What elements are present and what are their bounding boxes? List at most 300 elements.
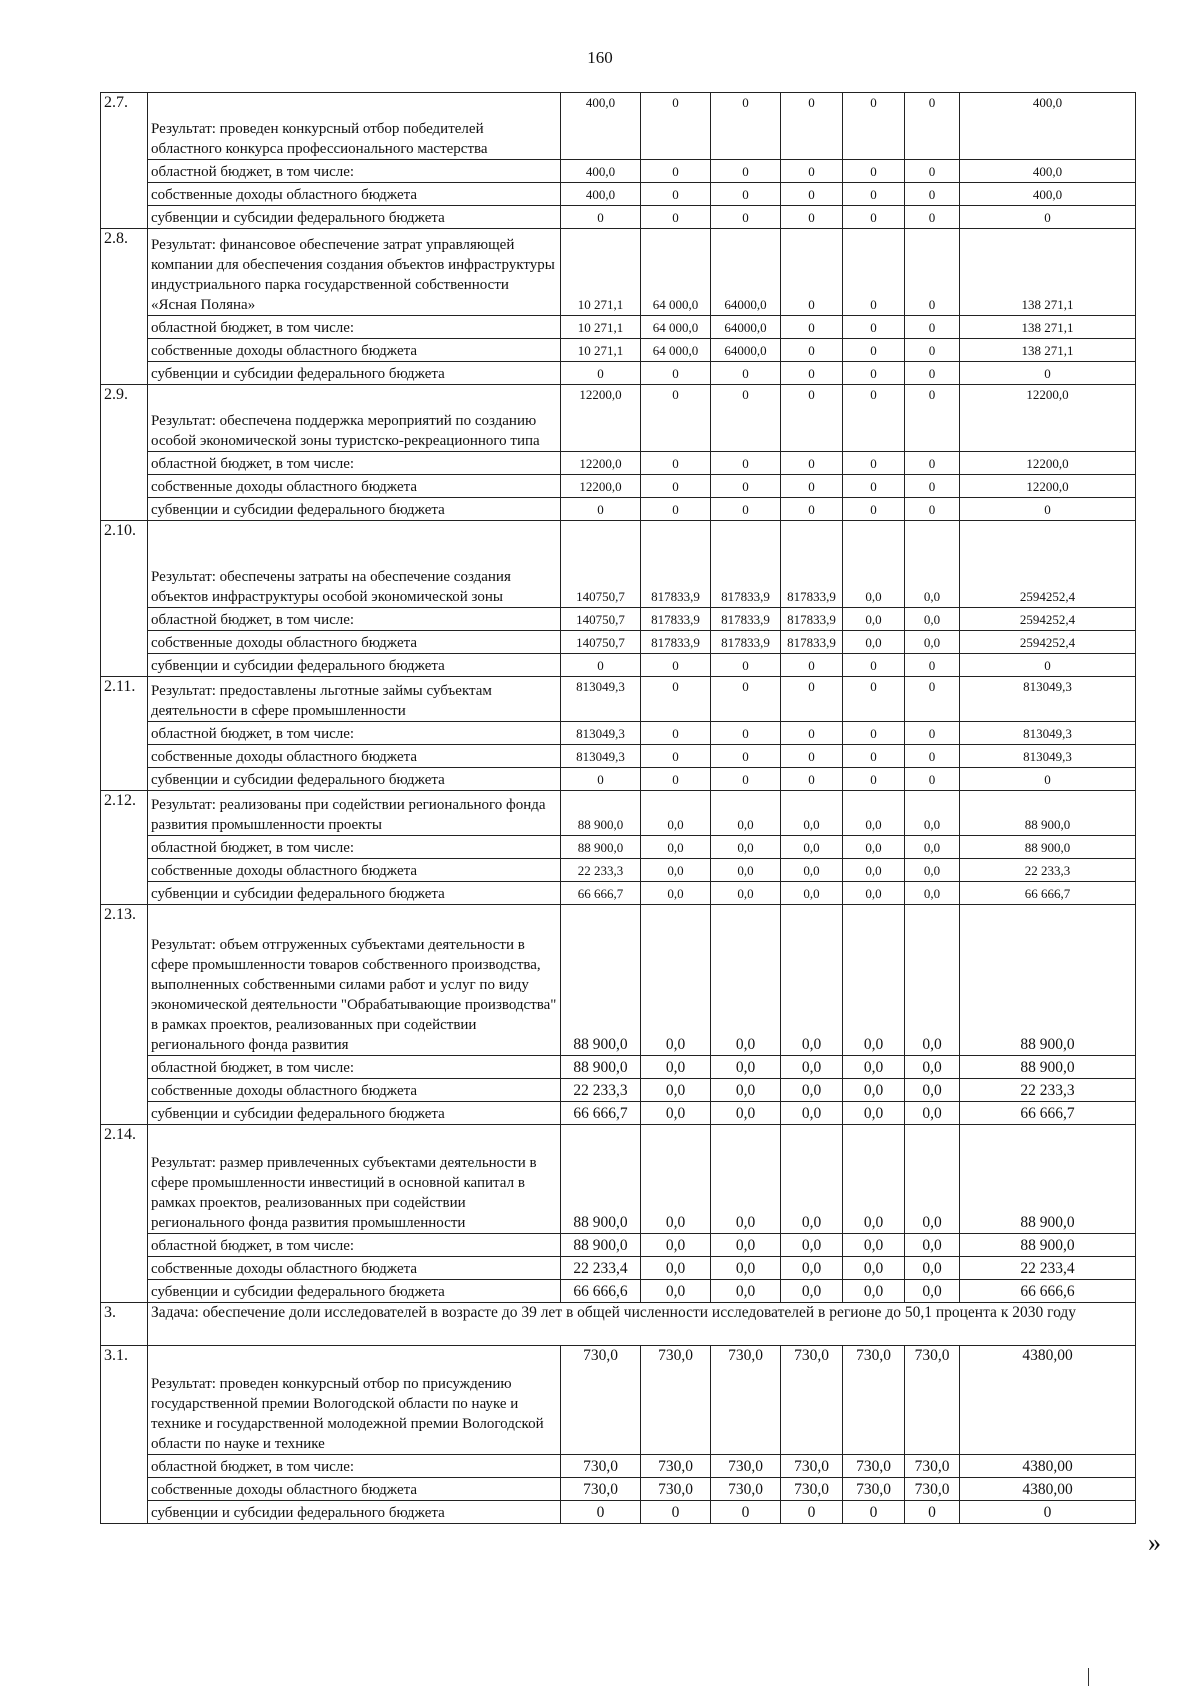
value-cell: 0 <box>641 498 711 521</box>
value-cell: 12200,0 <box>561 385 641 452</box>
budget-line-row <box>101 1257 1136 1280</box>
total-cell: 66 666,6 <box>960 1280 1136 1303</box>
value-cell: 140750,7 <box>561 608 641 631</box>
value-cell: 0 <box>905 1501 960 1524</box>
value-cell: 0,0 <box>905 882 960 905</box>
value-cell: 0 <box>781 206 843 229</box>
value-cell: 0 <box>641 93 711 160</box>
result-row <box>101 521 1136 608</box>
value-cell: 730,0 <box>561 1478 641 1501</box>
value-cell: 817833,9 <box>781 608 843 631</box>
value-cell: 0,0 <box>641 1280 711 1303</box>
value-cell: 10 271,1 <box>561 339 641 362</box>
value-cell: 730,0 <box>781 1346 843 1455</box>
total-cell: 4380,00 <box>960 1478 1136 1501</box>
value-cell: 0 <box>843 339 905 362</box>
total-cell: 12200,0 <box>960 475 1136 498</box>
value-cell: 0,0 <box>905 905 960 1056</box>
budget-line-row <box>101 722 1136 745</box>
budget-line-row <box>101 452 1136 475</box>
value-cell: 0 <box>905 498 960 521</box>
budget-line-row <box>101 608 1136 631</box>
value-cell: 730,0 <box>711 1478 781 1501</box>
value-cell: 0 <box>843 206 905 229</box>
budget-line-row <box>101 859 1136 882</box>
value-cell: 0,0 <box>843 1257 905 1280</box>
value-cell: 0,0 <box>905 1102 960 1125</box>
value-cell: 0 <box>711 362 781 385</box>
value-cell: 0,0 <box>843 1056 905 1079</box>
result-description: Результат: проведен конкурсный отбор по присуждению государственной премии Вологодской области по науке и технике и государственной молодежной премии Вологодской области по науке и технике <box>148 1346 561 1455</box>
result-row <box>101 905 1136 1056</box>
value-cell: 0,0 <box>711 905 781 1056</box>
value-cell: 64000,0 <box>711 316 781 339</box>
row-number: 2.12. <box>101 791 148 905</box>
value-cell: 0,0 <box>641 859 711 882</box>
budget-line-row <box>101 1501 1136 1524</box>
total-cell: 2594252,4 <box>960 608 1136 631</box>
value-cell: 813049,3 <box>561 722 641 745</box>
value-cell: 0 <box>905 206 960 229</box>
value-cell: 66 666,7 <box>561 1102 641 1125</box>
value-cell: 730,0 <box>781 1455 843 1478</box>
value-cell: 730,0 <box>641 1455 711 1478</box>
value-cell: 0 <box>905 452 960 475</box>
value-cell: 0 <box>781 160 843 183</box>
budget-line-row <box>101 475 1136 498</box>
value-cell: 0 <box>641 1501 711 1524</box>
value-cell: 0,0 <box>905 631 960 654</box>
total-cell: 88 900,0 <box>960 905 1136 1056</box>
value-cell: 0,0 <box>905 1280 960 1303</box>
total-cell: 66 666,7 <box>960 1102 1136 1125</box>
value-cell: 817833,9 <box>641 521 711 608</box>
budget-line-row <box>101 206 1136 229</box>
value-cell: 22 233,4 <box>561 1257 641 1280</box>
budget-line-row <box>101 1234 1136 1257</box>
value-cell: 88 900,0 <box>561 791 641 836</box>
value-cell: 730,0 <box>711 1346 781 1455</box>
value-cell: 0,0 <box>781 1234 843 1257</box>
value-cell: 88 900,0 <box>561 1125 641 1234</box>
value-cell: 0,0 <box>641 1056 711 1079</box>
value-cell: 0 <box>781 1501 843 1524</box>
value-cell: 64000,0 <box>711 229 781 316</box>
value-cell: 0,0 <box>781 882 843 905</box>
value-cell: 66 666,7 <box>561 882 641 905</box>
value-cell: 0,0 <box>905 859 960 882</box>
value-cell: 88 900,0 <box>561 1056 641 1079</box>
value-cell: 400,0 <box>561 183 641 206</box>
total-cell: 400,0 <box>960 183 1136 206</box>
value-cell: 0,0 <box>641 1125 711 1234</box>
budget-line-label: собственные доходы областного бюджета <box>148 475 561 498</box>
value-cell: 0 <box>843 475 905 498</box>
value-cell: 0,0 <box>781 1280 843 1303</box>
budget-line-label: областной бюджет, в том числе: <box>148 836 561 859</box>
total-cell: 138 271,1 <box>960 229 1136 316</box>
value-cell: 0 <box>781 768 843 791</box>
value-cell: 0 <box>711 745 781 768</box>
value-cell: 0 <box>641 452 711 475</box>
budget-line-label: областной бюджет, в том числе: <box>148 1455 561 1478</box>
value-cell: 0 <box>843 654 905 677</box>
budget-line-label: собственные доходы областного бюджета <box>148 339 561 362</box>
value-cell: 0 <box>905 339 960 362</box>
total-cell: 4380,00 <box>960 1346 1136 1455</box>
total-cell: 0 <box>960 654 1136 677</box>
value-cell: 0 <box>843 316 905 339</box>
value-cell: 0 <box>781 316 843 339</box>
value-cell: 730,0 <box>561 1346 641 1455</box>
value-cell: 0 <box>843 229 905 316</box>
value-cell: 0,0 <box>905 521 960 608</box>
value-cell: 0 <box>781 475 843 498</box>
value-cell: 0,0 <box>711 1280 781 1303</box>
value-cell: 0,0 <box>641 1257 711 1280</box>
value-cell: 0,0 <box>781 1079 843 1102</box>
value-cell: 0 <box>641 745 711 768</box>
value-cell: 817833,9 <box>781 521 843 608</box>
value-cell: 0 <box>781 229 843 316</box>
budget-line-label: областной бюджет, в том числе: <box>148 316 561 339</box>
result-description: Результат: предоставлены льготные займы субъектам деятельности в сфере промышленности <box>148 677 561 722</box>
value-cell: 0,0 <box>843 836 905 859</box>
value-cell: 0 <box>711 160 781 183</box>
value-cell: 817833,9 <box>711 608 781 631</box>
result-description: Результат: проведен конкурсный отбор победителей областного конкурса профессионального мастерства <box>148 93 561 160</box>
result-description: Результат: размер привлеченных субъектами деятельности в сфере промышленности инвестиций в основной капитал в рамках проектов, реализованных при содействии регионального фонда развития промышленности <box>148 1125 561 1234</box>
value-cell: 0 <box>843 183 905 206</box>
total-cell: 88 900,0 <box>960 1234 1136 1257</box>
budget-line-row <box>101 316 1136 339</box>
value-cell: 0 <box>843 93 905 160</box>
value-cell: 0 <box>641 722 711 745</box>
value-cell: 0 <box>641 206 711 229</box>
value-cell: 730,0 <box>905 1346 960 1455</box>
value-cell: 0 <box>781 722 843 745</box>
total-cell: 138 271,1 <box>960 316 1136 339</box>
value-cell: 0 <box>843 677 905 722</box>
value-cell: 64 000,0 <box>641 316 711 339</box>
value-cell: 0,0 <box>843 521 905 608</box>
value-cell: 0 <box>641 385 711 452</box>
result-row <box>101 791 1136 836</box>
result-row <box>101 1125 1136 1234</box>
value-cell: 0 <box>843 362 905 385</box>
value-cell: 730,0 <box>641 1346 711 1455</box>
value-cell: 0,0 <box>781 859 843 882</box>
result-row <box>101 385 1136 452</box>
value-cell: 0 <box>905 475 960 498</box>
budget-line-row <box>101 882 1136 905</box>
row-number: 3. <box>101 1303 148 1346</box>
budget-line-row <box>101 836 1136 859</box>
value-cell: 0 <box>781 385 843 452</box>
budget-line-label: субвенции и субсидии федерального бюджета <box>148 1501 561 1524</box>
value-cell: 0 <box>905 722 960 745</box>
total-cell: 12200,0 <box>960 452 1136 475</box>
budget-line-row <box>101 339 1136 362</box>
total-cell: 400,0 <box>960 160 1136 183</box>
value-cell: 0,0 <box>843 882 905 905</box>
budget-line-label: субвенции и субсидии федерального бюджета <box>148 1280 561 1303</box>
budget-line-label: собственные доходы областного бюджета <box>148 1478 561 1501</box>
row-number: 2.14. <box>101 1125 148 1303</box>
value-cell: 10 271,1 <box>561 316 641 339</box>
value-cell: 0,0 <box>711 1234 781 1257</box>
scan-mark <box>1088 1668 1089 1686</box>
budget-line-label: собственные доходы областного бюджета <box>148 183 561 206</box>
value-cell: 0 <box>641 362 711 385</box>
row-number: 2.9. <box>101 385 148 521</box>
value-cell: 10 271,1 <box>561 229 641 316</box>
budget-line-row <box>101 183 1136 206</box>
value-cell: 0,0 <box>905 791 960 836</box>
total-cell: 0 <box>960 768 1136 791</box>
budget-line-label: областной бюджет, в том числе: <box>148 722 561 745</box>
value-cell: 0,0 <box>843 1125 905 1234</box>
total-cell: 138 271,1 <box>960 339 1136 362</box>
row-number: 2.10. <box>101 521 148 677</box>
value-cell: 817833,9 <box>711 521 781 608</box>
budget-line-label: собственные доходы областного бюджета <box>148 859 561 882</box>
value-cell: 0,0 <box>843 1102 905 1125</box>
result-description: Результат: объем отгруженных субъектами деятельности в сфере промышленности товаров собственного производства, выполненных собственными силами работ и услуг по виду экономической деятельности "Обрабатывающие производства" в рамках проектов, реализованных при содействии регионального фонда развития <box>148 905 561 1056</box>
row-number: 2.7. <box>101 93 148 229</box>
value-cell: 0,0 <box>781 1125 843 1234</box>
budget-line-label: собственные доходы областного бюджета <box>148 745 561 768</box>
budget-line-label: субвенции и субсидии федерального бюджета <box>148 882 561 905</box>
value-cell: 0,0 <box>641 1234 711 1257</box>
value-cell: 0,0 <box>781 836 843 859</box>
row-number: 2.13. <box>101 905 148 1125</box>
value-cell: 0 <box>905 93 960 160</box>
value-cell: 0,0 <box>711 1102 781 1125</box>
value-cell: 730,0 <box>781 1478 843 1501</box>
budget-line-label: субвенции и субсидии федерального бюджета <box>148 362 561 385</box>
value-cell: 0,0 <box>781 1102 843 1125</box>
total-cell: 88 900,0 <box>960 1056 1136 1079</box>
budget-line-label: собственные доходы областного бюджета <box>148 1257 561 1280</box>
value-cell: 730,0 <box>641 1478 711 1501</box>
value-cell: 0,0 <box>905 1257 960 1280</box>
value-cell: 0,0 <box>843 631 905 654</box>
value-cell: 64 000,0 <box>641 339 711 362</box>
budget-line-row <box>101 160 1136 183</box>
value-cell: 0 <box>843 768 905 791</box>
value-cell: 0 <box>561 362 641 385</box>
value-cell: 0,0 <box>905 608 960 631</box>
budget-table <box>100 92 1136 1524</box>
value-cell: 0 <box>711 768 781 791</box>
result-row <box>101 229 1136 316</box>
value-cell: 0 <box>905 362 960 385</box>
result-description: Результат: обеспечены затраты на обеспечение создания объектов инфраструктуры особой экономической зоны <box>148 521 561 608</box>
value-cell: 0,0 <box>843 791 905 836</box>
budget-line-row <box>101 768 1136 791</box>
value-cell: 0 <box>781 677 843 722</box>
task-row <box>101 1303 1136 1346</box>
value-cell: 0 <box>641 160 711 183</box>
value-cell: 0,0 <box>711 1257 781 1280</box>
value-cell: 0,0 <box>711 791 781 836</box>
value-cell: 0,0 <box>641 1102 711 1125</box>
value-cell: 0 <box>781 183 843 206</box>
budget-line-label: областной бюджет, в том числе: <box>148 160 561 183</box>
value-cell: 0 <box>561 1501 641 1524</box>
total-cell: 813049,3 <box>960 722 1136 745</box>
value-cell: 88 900,0 <box>561 905 641 1056</box>
value-cell: 0,0 <box>905 836 960 859</box>
value-cell: 400,0 <box>561 160 641 183</box>
value-cell: 0 <box>561 206 641 229</box>
row-number: 2.8. <box>101 229 148 385</box>
budget-line-row <box>101 631 1136 654</box>
value-cell: 0 <box>843 452 905 475</box>
value-cell: 0,0 <box>711 859 781 882</box>
value-cell: 730,0 <box>711 1455 781 1478</box>
page-number: 160 <box>587 48 613 67</box>
value-cell: 730,0 <box>843 1455 905 1478</box>
value-cell: 0,0 <box>711 836 781 859</box>
value-cell: 0,0 <box>641 791 711 836</box>
value-cell: 0,0 <box>781 1056 843 1079</box>
total-cell: 88 900,0 <box>960 836 1136 859</box>
budget-line-label: областной бюджет, в том числе: <box>148 1056 561 1079</box>
budget-line-row <box>101 1102 1136 1125</box>
value-cell: 0 <box>781 452 843 475</box>
budget-line-row <box>101 498 1136 521</box>
value-cell: 0 <box>843 722 905 745</box>
value-cell: 140750,7 <box>561 631 641 654</box>
value-cell: 730,0 <box>905 1478 960 1501</box>
value-cell: 0 <box>905 768 960 791</box>
value-cell: 66 666,6 <box>561 1280 641 1303</box>
value-cell: 22 233,3 <box>561 1079 641 1102</box>
value-cell: 0 <box>711 654 781 677</box>
budget-line-label: собственные доходы областного бюджета <box>148 1079 561 1102</box>
total-cell: 0 <box>960 362 1136 385</box>
value-cell: 400,0 <box>561 93 641 160</box>
value-cell: 0 <box>781 339 843 362</box>
closing-quote: » <box>1148 1528 1161 1557</box>
budget-line-row <box>101 1079 1136 1102</box>
total-cell: 22 233,3 <box>960 859 1136 882</box>
value-cell: 0,0 <box>641 1079 711 1102</box>
value-cell: 0,0 <box>781 791 843 836</box>
value-cell: 0 <box>905 654 960 677</box>
value-cell: 0 <box>905 316 960 339</box>
value-cell: 0 <box>905 183 960 206</box>
budget-line-label: собственные доходы областного бюджета <box>148 631 561 654</box>
value-cell: 0,0 <box>905 1056 960 1079</box>
row-number: 3.1. <box>101 1346 148 1524</box>
value-cell: 0 <box>843 745 905 768</box>
value-cell: 0,0 <box>711 882 781 905</box>
value-cell: 22 233,3 <box>561 859 641 882</box>
value-cell: 0 <box>843 160 905 183</box>
result-description: Результат: финансовое обеспечение затрат управляющей компании для обеспечения создания объектов инфраструктуры индустриального парка государственной собственности «Ясная Поляна» <box>148 229 561 316</box>
value-cell: 0,0 <box>843 1234 905 1257</box>
result-description: Результат: обеспечена поддержка мероприятий по созданию особой экономической зоны туристско-рекреационного типа <box>148 385 561 452</box>
total-cell: 88 900,0 <box>960 791 1136 836</box>
value-cell: 0 <box>843 385 905 452</box>
budget-line-row <box>101 745 1136 768</box>
total-cell: 813049,3 <box>960 745 1136 768</box>
budget-line-label: областной бюджет, в том числе: <box>148 608 561 631</box>
value-cell: 0,0 <box>641 882 711 905</box>
value-cell: 0,0 <box>711 1079 781 1102</box>
total-cell: 0 <box>960 498 1136 521</box>
value-cell: 0,0 <box>711 1056 781 1079</box>
value-cell: 0 <box>711 475 781 498</box>
task-description: Задача: обеспечение доли исследователей в возрасте до 39 лет в общей численности исследователей в регионе до 50,1 процента к 2030 году <box>148 1303 1136 1346</box>
value-cell: 12200,0 <box>561 475 641 498</box>
value-cell: 0 <box>781 362 843 385</box>
budget-line-row <box>101 1455 1136 1478</box>
value-cell: 0 <box>561 654 641 677</box>
total-cell: 2594252,4 <box>960 521 1136 608</box>
value-cell: 0 <box>843 1501 905 1524</box>
budget-line-row <box>101 1280 1136 1303</box>
result-row <box>101 93 1136 160</box>
total-cell: 813049,3 <box>960 677 1136 722</box>
value-cell: 0,0 <box>641 905 711 1056</box>
value-cell: 730,0 <box>843 1346 905 1455</box>
value-cell: 0 <box>641 475 711 498</box>
value-cell: 0 <box>781 93 843 160</box>
value-cell: 0 <box>905 745 960 768</box>
value-cell: 88 900,0 <box>561 836 641 859</box>
total-cell: 0 <box>960 206 1136 229</box>
value-cell: 0,0 <box>641 836 711 859</box>
value-cell: 0 <box>711 183 781 206</box>
value-cell: 64 000,0 <box>641 229 711 316</box>
budget-line-label: субвенции и субсидии федерального бюджета <box>148 498 561 521</box>
value-cell: 0,0 <box>781 905 843 1056</box>
value-cell: 0,0 <box>711 1125 781 1234</box>
total-cell: 2594252,4 <box>960 631 1136 654</box>
value-cell: 813049,3 <box>561 745 641 768</box>
value-cell: 0,0 <box>905 1079 960 1102</box>
value-cell: 730,0 <box>843 1478 905 1501</box>
value-cell: 0 <box>641 654 711 677</box>
value-cell: 0 <box>843 498 905 521</box>
value-cell: 0 <box>711 206 781 229</box>
value-cell: 0 <box>641 183 711 206</box>
value-cell: 0 <box>641 677 711 722</box>
value-cell: 0 <box>561 498 641 521</box>
total-cell: 12200,0 <box>960 385 1136 452</box>
value-cell: 0 <box>781 654 843 677</box>
value-cell: 730,0 <box>561 1455 641 1478</box>
value-cell: 813049,3 <box>561 677 641 722</box>
value-cell: 817833,9 <box>641 608 711 631</box>
result-row <box>101 1346 1136 1455</box>
value-cell: 0 <box>711 452 781 475</box>
value-cell: 0 <box>711 722 781 745</box>
value-cell: 0 <box>905 677 960 722</box>
total-cell: 4380,00 <box>960 1455 1136 1478</box>
value-cell: 0 <box>711 677 781 722</box>
value-cell: 0,0 <box>843 1280 905 1303</box>
result-description: Результат: реализованы при содействии регионального фонда развития промышленности проекты <box>148 791 561 836</box>
budget-line-row <box>101 362 1136 385</box>
value-cell: 0 <box>905 229 960 316</box>
total-cell: 88 900,0 <box>960 1125 1136 1234</box>
value-cell: 0,0 <box>905 1234 960 1257</box>
